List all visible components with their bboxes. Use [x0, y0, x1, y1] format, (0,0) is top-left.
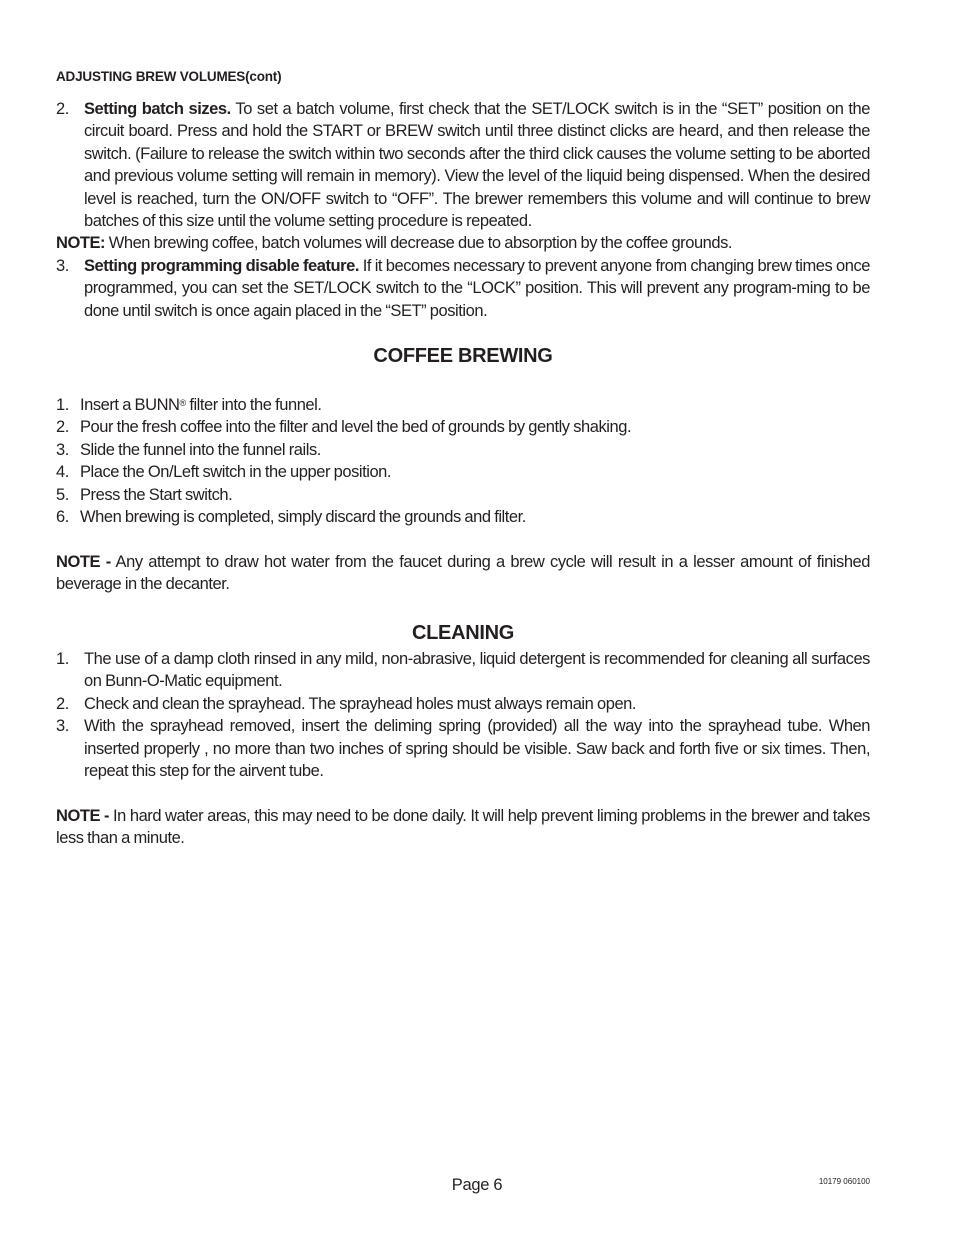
list-item [56, 506, 870, 528]
item-number: 3. [56, 256, 69, 275]
item-number: 3. [56, 440, 69, 459]
item-text: With the sprayhead removed, insert the deliming spring (provided) all the way into the sprayhead tube. When inserted properly , no more than two inches of spring should be visible. Saw back and forth five or six times. Then, repeat this step for the airvent tube. [84, 717, 870, 781]
item-body: To set a batch volume, first check that the SET/LOCK switch is in the “SET” position on the circuit board. Press and hold the START or BREW switch until three distinct clicks are heard, and then release the switch. (Failure to release the switch within two seconds after the third click causes the volume setting to be aborted and previous volume setting will remain in memory). View the level of the liquid being dispensed. When the desired level is reached, turn the ON/OFF switch to “OFF”. The brewer remembers this volume and will continue to brew batches of this size until the volume setting procedure is repeated. [84, 100, 870, 231]
item-text: Place the On/Left switch in the upper position. [80, 463, 392, 482]
adjust-brew-list [56, 98, 870, 322]
note-label: NOTE - [56, 553, 111, 571]
item-number: 2. [56, 100, 69, 118]
item-text: Slide the funnel into the funnel rails. [80, 440, 321, 459]
section-title: ADJUSTING BREW VOLUMES(cont) [56, 69, 282, 84]
item-text [80, 394, 870, 416]
item-number: 1. [56, 396, 69, 414]
item-lead: Setting programming disable feature. [84, 256, 359, 275]
item-text [84, 255, 870, 322]
item-lead: Setting batch sizes. [84, 100, 231, 118]
item-text: When brewing is completed, simply discard the grounds and filter. [80, 508, 526, 527]
cleaning-note [56, 805, 870, 850]
list-item [56, 98, 870, 232]
item-number: 2. [56, 694, 69, 713]
item-text: Pour the fresh coffee into the filter and level the bed of grounds by gently shaking. [80, 418, 632, 437]
list-item [56, 693, 870, 715]
item-text: Press the Start switch. [80, 485, 233, 504]
item-body: If it becomes necessary to prevent anyone from changing brew times once programmed, you can set the SET/LOCK switch to the “LOCK” position. This will prevent any program-ming to be done until switch is once again placed in the “SET” position. [84, 256, 870, 320]
item-number: 6. [56, 508, 69, 527]
item-text: The use of a damp cloth rinsed in any mild, non-abrasive, liquid detergent is recommended for cleaning all surfaces on Bunn-O-Matic equipment. [84, 650, 870, 691]
list-item [56, 416, 870, 438]
item-body: Insert a BUNN [80, 396, 180, 414]
note-text: When brewing coffee, batch volumes will decrease due to absorption by the coffee grounds. [105, 234, 733, 253]
list-item [56, 439, 870, 461]
list-item [56, 484, 870, 506]
item-number: 3. [56, 717, 69, 736]
list-item [56, 715, 870, 782]
item-body-after: filter into the funnel. [185, 396, 322, 414]
coffee-steps-list [56, 394, 870, 528]
item-number: 1. [56, 650, 69, 668]
coffee-note [56, 551, 870, 596]
document-code: 10179 060100 [818, 1177, 870, 1186]
item-text [84, 98, 870, 232]
list-item [56, 255, 870, 322]
note-label: NOTE: [56, 234, 106, 253]
cleaning-steps-list [56, 648, 870, 782]
registered-mark: ® [179, 398, 186, 408]
item-text: Check and clean the sprayhead. The sprayhead holes must always remain open. [84, 694, 637, 713]
note-label: NOTE - [56, 807, 110, 825]
page-number: Page 6 [451, 1176, 503, 1194]
list-item [56, 461, 870, 483]
note-text: In hard water areas, this may need to be done daily. It will help prevent liming problems in the brewer and takes less than a minute. [56, 807, 870, 848]
cleaning-heading: CLEANING [411, 622, 515, 644]
item-number: 4. [56, 463, 69, 482]
list-item [56, 648, 870, 693]
list-item [56, 394, 870, 416]
note [56, 232, 870, 254]
item-number: 2. [56, 418, 69, 437]
note-text: Any attempt to draw hot water from the faucet during a brew cycle will result in a lesser amount of finished beverage in the decanter. [56, 553, 870, 594]
coffee-brewing-heading: COFFEE BREWING [373, 345, 553, 367]
item-number: 5. [56, 485, 69, 504]
